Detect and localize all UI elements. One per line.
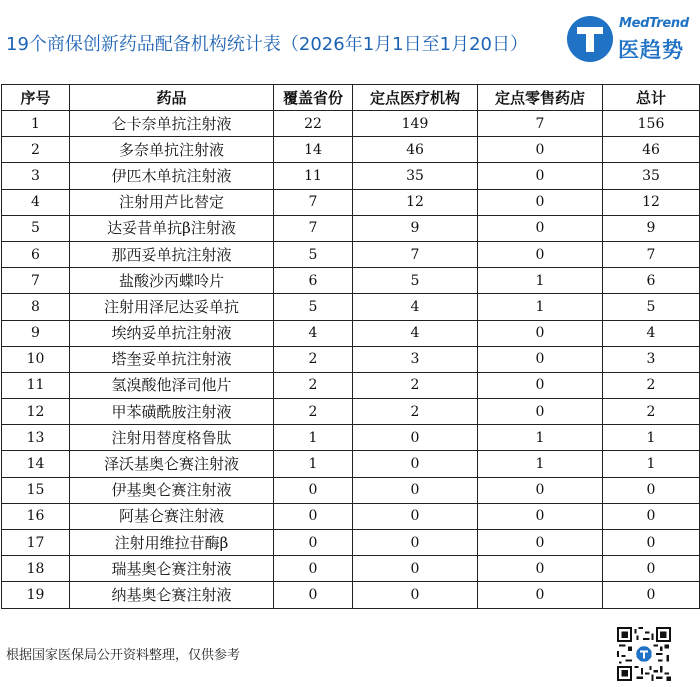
- cell-index: 12: [2, 399, 70, 425]
- cell-hospitals: 2: [353, 399, 478, 425]
- cell-provinces: 2: [274, 372, 353, 398]
- cell-pharmacies: 0: [478, 582, 603, 608]
- col-header-index: 序号: [2, 85, 70, 111]
- cell-total: 0: [603, 582, 700, 608]
- table-row: [2, 451, 700, 477]
- source-note: 根据国家医保局公开资料整理，仅供参考: [6, 648, 241, 663]
- cell-index: 7: [2, 268, 70, 294]
- cell-drug-name: 那西妥单抗注射液: [70, 241, 274, 267]
- table-row: [2, 268, 700, 294]
- cell-drug-name: 仑卡奈单抗注射液: [70, 111, 274, 137]
- cell-drug-name: 氢溴酸他泽司他片: [70, 372, 274, 398]
- cell-provinces: 0: [274, 503, 353, 529]
- cell-drug-name: 阿基仑赛注射液: [70, 503, 274, 529]
- table-row: [2, 503, 700, 529]
- brand-name-cn: 医趋势: [618, 38, 684, 62]
- cell-total: 4: [603, 320, 700, 346]
- cell-index: 13: [2, 425, 70, 451]
- cell-pharmacies: 0: [478, 320, 603, 346]
- cell-index: 10: [2, 346, 70, 372]
- brand-logo: [567, 12, 695, 68]
- cell-hospitals: 0: [353, 425, 478, 451]
- col-header-hospitals: 定点医疗机构: [353, 85, 478, 111]
- col-header-total: 总计: [603, 85, 700, 111]
- cell-hospitals: 46: [353, 137, 478, 163]
- logo-t-icon: [567, 16, 613, 62]
- cell-pharmacies: 0: [478, 189, 603, 215]
- cell-hospitals: 2: [353, 372, 478, 398]
- cell-total: 1: [603, 425, 700, 451]
- cell-provinces: 0: [274, 477, 353, 503]
- cell-total: 0: [603, 530, 700, 556]
- cell-drug-name: 多奈单抗注射液: [70, 137, 274, 163]
- table-row: [2, 425, 700, 451]
- cell-hospitals: 0: [353, 556, 478, 582]
- cell-index: 11: [2, 372, 70, 398]
- cell-hospitals: 0: [353, 530, 478, 556]
- stats-table: [1, 84, 700, 609]
- cell-pharmacies: 1: [478, 268, 603, 294]
- cell-hospitals: 0: [353, 451, 478, 477]
- header: [0, 0, 700, 84]
- cell-hospitals: 0: [353, 477, 478, 503]
- cell-total: 35: [603, 163, 700, 189]
- cell-index: 9: [2, 320, 70, 346]
- table-row: [2, 582, 700, 608]
- cell-total: 156: [603, 111, 700, 137]
- cell-total: 5: [603, 294, 700, 320]
- cell-index: 14: [2, 451, 70, 477]
- cell-provinces: 14: [274, 137, 353, 163]
- cell-index: 2: [2, 137, 70, 163]
- table-row: [2, 111, 700, 137]
- cell-total: 6: [603, 268, 700, 294]
- cell-provinces: 1: [274, 451, 353, 477]
- cell-provinces: 7: [274, 215, 353, 241]
- table-row: [2, 477, 700, 503]
- cell-provinces: 2: [274, 346, 353, 372]
- cell-provinces: 7: [274, 189, 353, 215]
- cell-total: 46: [603, 137, 700, 163]
- cell-drug-name: 塔奎妥单抗注射液: [70, 346, 274, 372]
- cell-pharmacies: 0: [478, 215, 603, 241]
- cell-provinces: 11: [274, 163, 353, 189]
- qr-code-icon: [617, 627, 671, 681]
- cell-total: 12: [603, 189, 700, 215]
- cell-drug-name: 注射用芦比替定: [70, 189, 274, 215]
- table-header-row: [2, 85, 700, 111]
- table-row: [2, 189, 700, 215]
- cell-pharmacies: 0: [478, 556, 603, 582]
- cell-index: 18: [2, 556, 70, 582]
- cell-index: 17: [2, 530, 70, 556]
- cell-pharmacies: 0: [478, 503, 603, 529]
- table-row: [2, 215, 700, 241]
- table-row: [2, 556, 700, 582]
- cell-provinces: 0: [274, 582, 353, 608]
- cell-index: 16: [2, 503, 70, 529]
- cell-index: 8: [2, 294, 70, 320]
- cell-drug-name: 纳基奥仑赛注射液: [70, 582, 274, 608]
- cell-pharmacies: 0: [478, 241, 603, 267]
- table-row: [2, 294, 700, 320]
- cell-index: 1: [2, 111, 70, 137]
- cell-drug-name: 甲苯磺酰胺注射液: [70, 399, 274, 425]
- cell-index: 3: [2, 163, 70, 189]
- col-header-drug: 药品: [70, 85, 274, 111]
- cell-drug-name: 达妥昔单抗β注射液: [70, 215, 274, 241]
- cell-drug-name: 注射用维拉苷酶β: [70, 530, 274, 556]
- cell-provinces: 4: [274, 320, 353, 346]
- cell-provinces: 2: [274, 399, 353, 425]
- cell-pharmacies: 0: [478, 477, 603, 503]
- cell-pharmacies: 0: [478, 530, 603, 556]
- table-row: [2, 320, 700, 346]
- cell-pharmacies: 7: [478, 111, 603, 137]
- cell-total: 7: [603, 241, 700, 267]
- cell-pharmacies: 1: [478, 451, 603, 477]
- cell-hospitals: 9: [353, 215, 478, 241]
- table-row: [2, 372, 700, 398]
- cell-hospitals: 5: [353, 268, 478, 294]
- cell-pharmacies: 0: [478, 399, 603, 425]
- table-row: [2, 137, 700, 163]
- cell-provinces: 1: [274, 425, 353, 451]
- cell-drug-name: 泽沃基奥仑赛注射液: [70, 451, 274, 477]
- page-title: 19个商保创新药品配备机构统计表（2026年1月1日至1月20日）: [6, 34, 528, 55]
- table-row: [2, 346, 700, 372]
- cell-total: 3: [603, 346, 700, 372]
- cell-provinces: 5: [274, 241, 353, 267]
- col-header-pharmacies: 定点零售药店: [478, 85, 603, 111]
- cell-provinces: 6: [274, 268, 353, 294]
- cell-total: 2: [603, 372, 700, 398]
- cell-pharmacies: 0: [478, 372, 603, 398]
- cell-drug-name: 伊基奥仑赛注射液: [70, 477, 274, 503]
- cell-hospitals: 12: [353, 189, 478, 215]
- cell-drug-name: 瑞基奥仑赛注射液: [70, 556, 274, 582]
- cell-drug-name: 伊匹木单抗注射液: [70, 163, 274, 189]
- cell-drug-name: 埃纳妥单抗注射液: [70, 320, 274, 346]
- cell-index: 19: [2, 582, 70, 608]
- cell-pharmacies: 0: [478, 137, 603, 163]
- cell-pharmacies: 1: [478, 425, 603, 451]
- cell-provinces: 22: [274, 111, 353, 137]
- cell-drug-name: 盐酸沙丙蝶呤片: [70, 268, 274, 294]
- cell-drug-name: 注射用泽尼达妥单抗: [70, 294, 274, 320]
- brand-name-en: MedTrend: [619, 16, 689, 31]
- cell-provinces: 0: [274, 556, 353, 582]
- cell-hospitals: 3: [353, 346, 478, 372]
- cell-index: 5: [2, 215, 70, 241]
- cell-total: 0: [603, 556, 700, 582]
- table-row: [2, 399, 700, 425]
- cell-total: 0: [603, 503, 700, 529]
- cell-provinces: 0: [274, 530, 353, 556]
- cell-total: 0: [603, 477, 700, 503]
- cell-total: 9: [603, 215, 700, 241]
- cell-provinces: 5: [274, 294, 353, 320]
- cell-hospitals: 7: [353, 241, 478, 267]
- table-row: [2, 530, 700, 556]
- table-row: [2, 163, 700, 189]
- cell-pharmacies: 0: [478, 346, 603, 372]
- cell-hospitals: 0: [353, 582, 478, 608]
- cell-index: 6: [2, 241, 70, 267]
- cell-hospitals: 4: [353, 294, 478, 320]
- cell-hospitals: 0: [353, 503, 478, 529]
- cell-index: 4: [2, 189, 70, 215]
- cell-drug-name: 注射用替度格鲁肽: [70, 425, 274, 451]
- cell-hospitals: 35: [353, 163, 478, 189]
- cell-pharmacies: 1: [478, 294, 603, 320]
- cell-hospitals: 4: [353, 320, 478, 346]
- table-row: [2, 241, 700, 267]
- cell-hospitals: 149: [353, 111, 478, 137]
- cell-total: 2: [603, 399, 700, 425]
- cell-index: 15: [2, 477, 70, 503]
- cell-total: 1: [603, 451, 700, 477]
- col-header-provinces: 覆盖省份: [274, 85, 353, 111]
- cell-pharmacies: 0: [478, 163, 603, 189]
